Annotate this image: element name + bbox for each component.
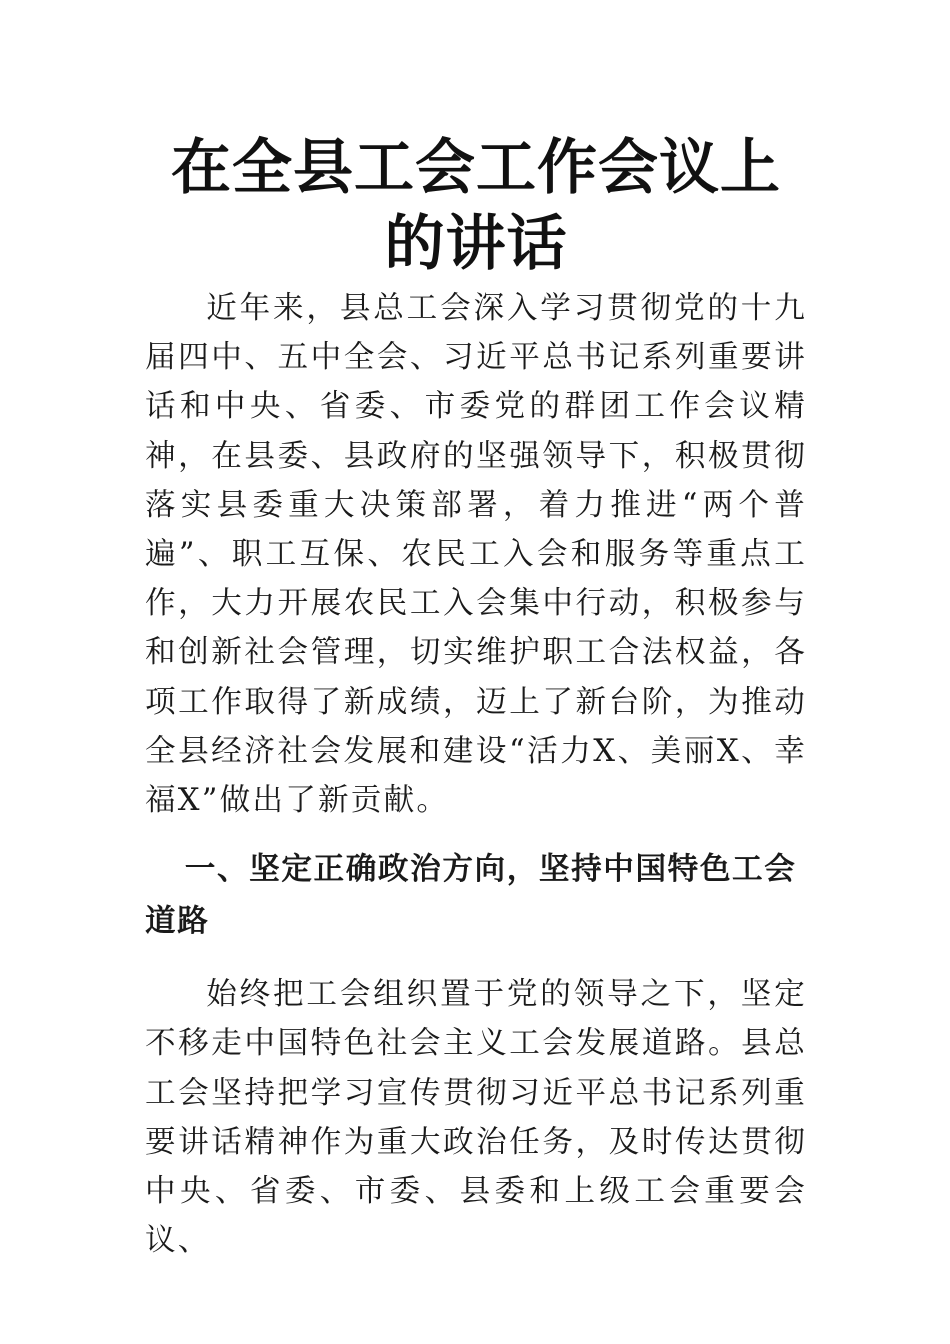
document-content bbox=[145, 130, 807, 1265]
section-heading: 一、坚定正确政治方向，坚持中国特色工会道路 bbox=[145, 852, 797, 940]
section-paragraph: 始终把工会组织置于党的领导之下，坚定不移走中国特色社会主义工会发展道路。县总工会坚持把学习宣传贯彻习近平总书记系列重要讲话精神作为重大政治任务，及时传达贯彻中央、省委、市委、县委和上级工会重要会议、 bbox=[145, 977, 807, 1259]
document-title: 在全县工会工作会议上的讲话 bbox=[171, 133, 781, 279]
intro-paragraph: 近年来，县总工会深入学习贯彻党的十九届四中、五中全会、习近平总书记系列重要讲话和中央、省委、市委党的群团工作会议精神，在县委、县政府的坚强领导下，积极贯彻落实县委重大决策部署，着力推进“两个普遍”、职工互保、农民工入会和服务等重点工作，大力开展农民工入会集中行动，积极参与和创新社会管理，切实维护职工合法权益，各项工作取得了新成绩，迈上了新台阶，为推动全县经济社会发展和建设“活力X、美丽X、幸福X”做出了新贡献。 bbox=[145, 291, 807, 819]
